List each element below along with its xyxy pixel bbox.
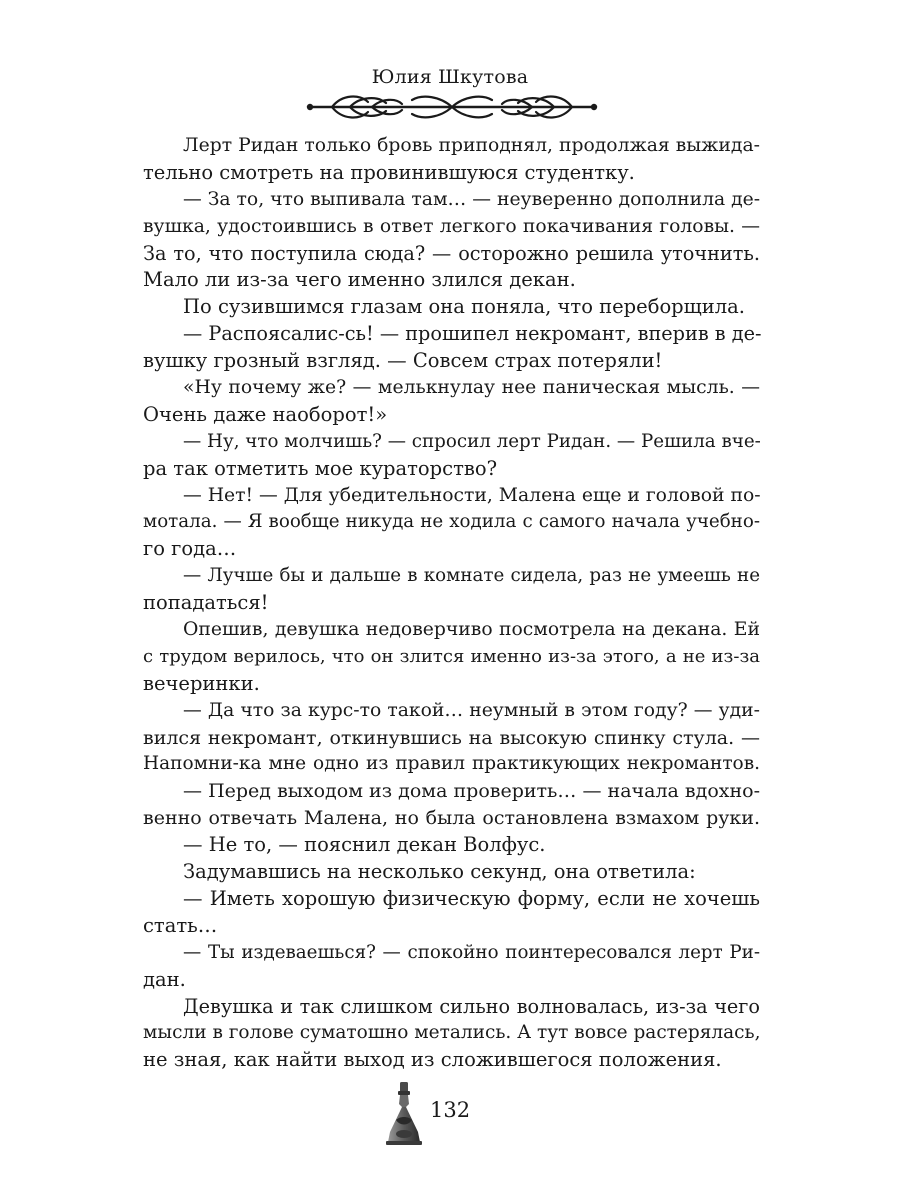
text-line: Опешив, девушка недоверчиво посмотрела на декана. Ей [183, 619, 760, 641]
text-line: По сузившимся глазам она поняла, что переборщила. [183, 295, 746, 319]
text-line: стать… [143, 913, 218, 937]
text-line: «Ну почему же? — мелькнулау нее паническая мысль. — [183, 377, 760, 399]
text-line: не зная, как найти выход из сложившегося положения. [143, 1048, 722, 1072]
running-head-author: Юлия Шкутова [371, 66, 529, 88]
page-footer [380, 1080, 540, 1150]
text-line: мотала. — Я вообще никуда не ходила с самого начала учебно- [143, 511, 760, 533]
text-line: тельно смотреть на провинившуюся студентку. [143, 160, 635, 184]
text-line: — За то, что выпивала там… — неуверенно дополнила де- [183, 188, 761, 210]
text-line: Мало ли из-за чего именно злился декан. [143, 268, 576, 292]
text-line: вился некромант, откинувшись на высокую спинку стула. — [143, 726, 760, 749]
text-line: — Распоясалис-сь! — прошипел некромант, вперив в де- [183, 322, 762, 346]
text-line: го года… [143, 537, 237, 561]
text-line: вушка, удостоившись в ответ легкого покачивания головы. — [143, 215, 760, 237]
text-line: Лерт Ридан только бровь приподнял, продолжая выжида- [183, 135, 760, 156]
text-line: Очень даже наоборот!» [143, 402, 388, 426]
text-line: ра так отметить мое кураторство? [143, 456, 498, 480]
text-line: За то, что поступила сюда? — осторожно решила уточнить. [143, 241, 760, 265]
text-line: — Лучше бы и дальше в комнате сидела, раз не умеешь не [183, 565, 760, 587]
flourish-divider-icon [302, 90, 602, 124]
text-line: мысли в голове суматошно метались. А тут вовсе растерялась, [143, 1022, 761, 1044]
text-line: Задумавшись на несколько секунд, она ответила: [183, 860, 696, 884]
text-line: — Да что за курс-то такой… неумный в этом году? — уди- [183, 699, 760, 721]
text-line: Напомни-ка мне одно из правил практикующих некромантов. [143, 753, 760, 775]
text-line: вушку грозный взгляд. — Совсем страх потеряли! [143, 349, 663, 373]
text-line: с трудом верилось, что он злится именно из-за этого, а не из-за [143, 645, 760, 667]
potion-bottle-icon [382, 1080, 426, 1148]
text-line: венно отвечать Малена, но была остановлена взмахом руки. [143, 807, 760, 830]
page-number: 132 [430, 1098, 471, 1122]
body-text [143, 133, 760, 1074]
text-line: — Не то, — пояснил декан Волфус. [183, 833, 546, 857]
text-line: попадаться! [143, 591, 269, 615]
text-line: — Ты издеваешься? — спокойно поинтересовался лерт Ри- [183, 941, 760, 963]
text-line: — Нет! — Для убедительности, Малена еще и головой по- [183, 484, 761, 506]
text-line: — Ну, что молчишь? — спросил лерт Ридан. — Решила вче- [183, 430, 761, 452]
text-line: вечеринки. [143, 671, 260, 695]
text-line: Девушка и так слишком сильно волновалась, из-за чего [183, 994, 760, 1018]
text-line: дан. [143, 967, 186, 991]
text-line: — Перед выходом из дома проверить… — начала вдохно- [183, 780, 760, 803]
text-line: — Иметь хорошую физическую форму, если не хочешь [183, 886, 760, 910]
